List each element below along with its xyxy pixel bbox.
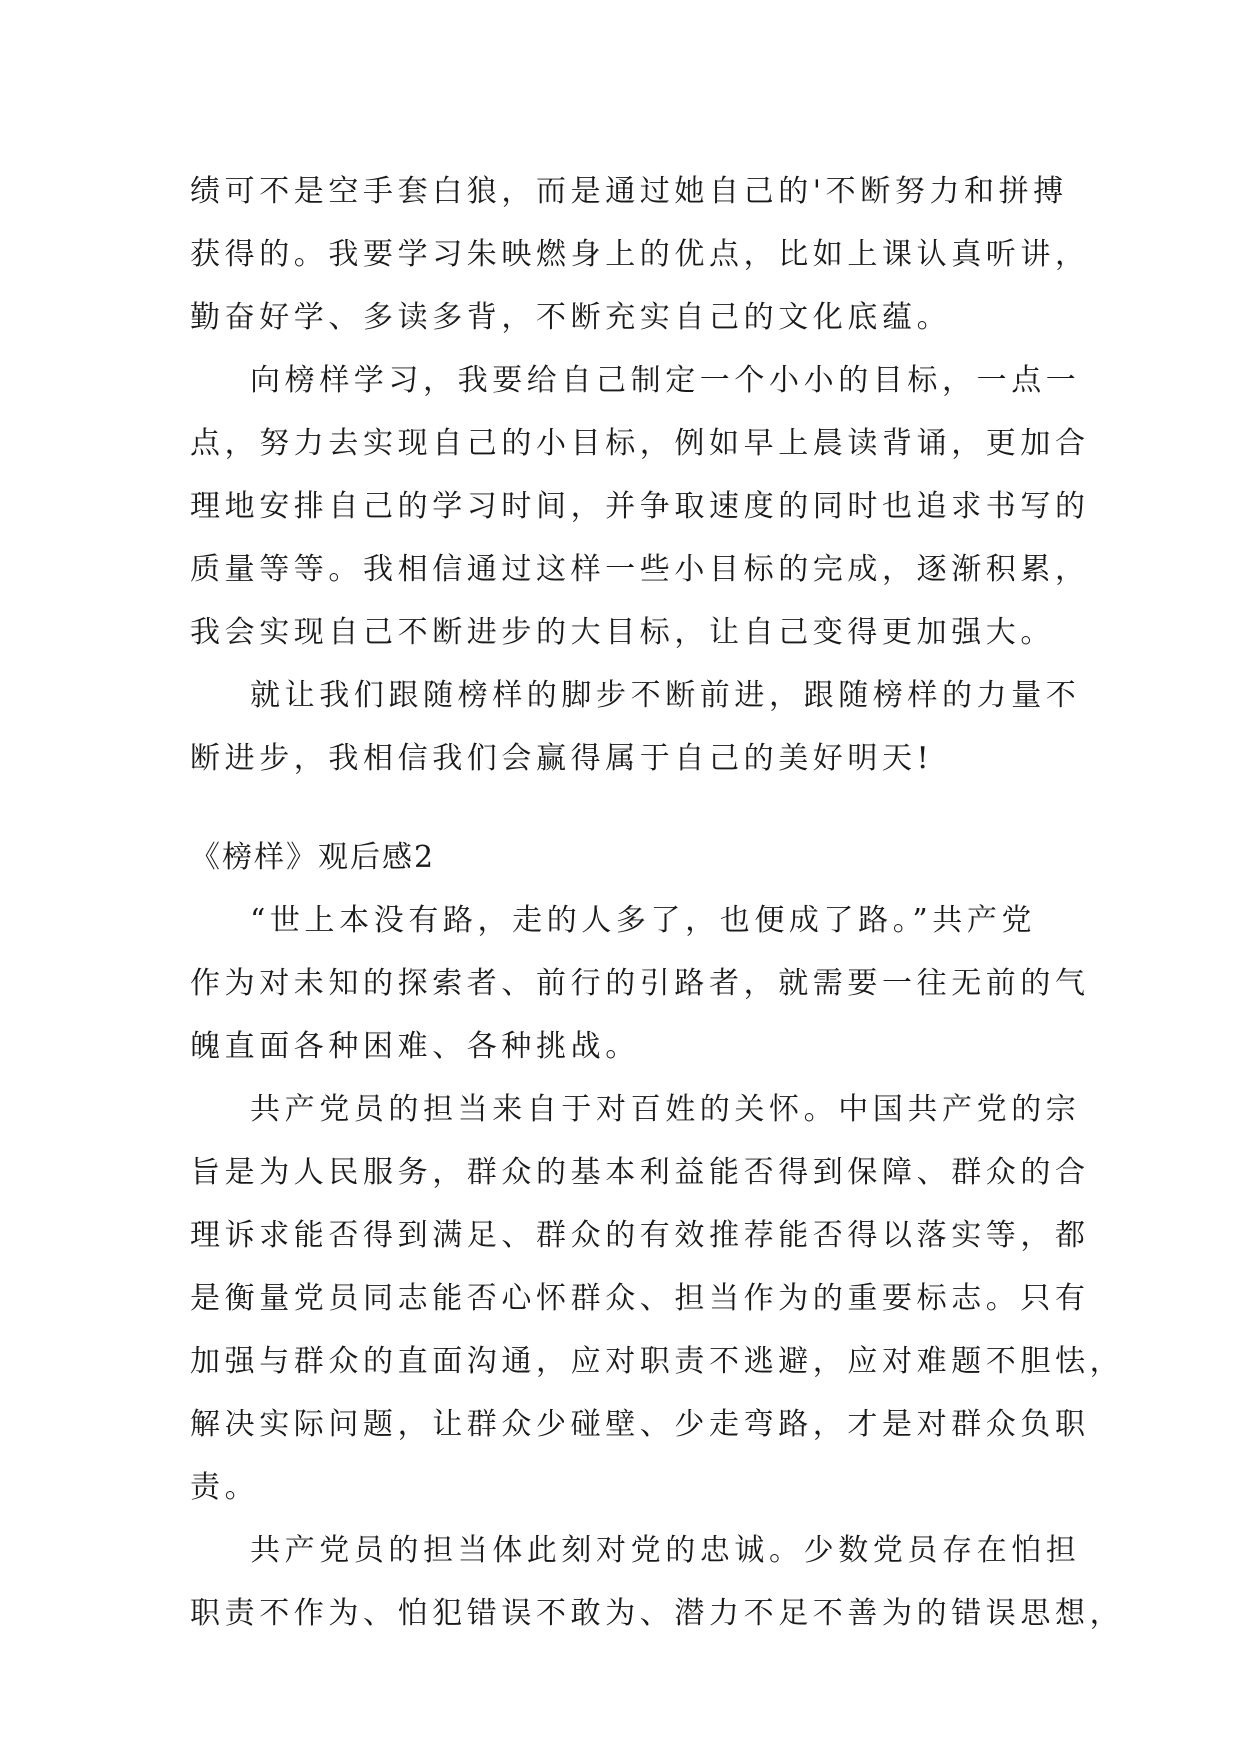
document-page (190, 160, 1125, 1645)
text-line: 绩可不是空手套白狼，而是通过她自己的'不断努力和拼搏 (190, 174, 1068, 209)
paragraph-follow-example (190, 664, 1081, 790)
text-line: 作为对未知的探索者、前行的引路者，就需要一往无前的气 (190, 966, 1090, 1001)
paragraph-text (190, 349, 1090, 664)
paragraph-quote (190, 889, 1090, 1078)
text-line: 职责不作为、怕犯错误不敢为、潜力不足不善为的错误思想， (190, 1596, 1125, 1631)
text-line: 向榜样学习，我要给自己制定一个小小的目标，一点一 (250, 363, 1081, 398)
text-line: 责。 (190, 1470, 260, 1505)
paragraph-text (190, 664, 1081, 790)
text-line: 点，努力去实现自己的小目标，例如早上晨读背诵，更加合 (190, 426, 1090, 461)
paragraph-text (190, 160, 1090, 349)
paragraph-text (190, 889, 1090, 1078)
paragraph-text (190, 1078, 1125, 1519)
text-line: 就让我们跟随榜样的脚步不断前进，跟随榜样的力量不 (250, 678, 1081, 713)
text-line: 理地安排自己的学习时间，并争取速度的同时也追求书写的 (190, 489, 1090, 524)
paragraph-care (190, 1078, 1125, 1519)
text-line: 共产党员的担当体此刻对党的忠诚。少数党员存在怕担 (250, 1533, 1081, 1568)
text-line: 旨是为人民服务，群众的基本利益能否得到保障、群众的合 (190, 1155, 1090, 1190)
paragraph-continued (190, 160, 1090, 349)
text-line: 我会实现自己不断进步的大目标，让自己变得更加强大。 (190, 615, 1055, 650)
text-line: 获得的。我要学习朱映燃身上的优点，比如上课认真听讲， (190, 237, 1090, 272)
text-line: 魄直面各种困难、各种挑战。 (190, 1029, 640, 1064)
paragraph-loyalty (190, 1519, 1125, 1645)
text-line: 是衡量党员同志能否心怀群众、担当作为的重要标志。只有 (190, 1281, 1090, 1316)
text-line: 理诉求能否得到满足、群众的有效推荐能否得以落实等，都 (190, 1218, 1090, 1253)
text-line: 解决实际问题，让群众少碰壁、少走弯路，才是对群众负职 (190, 1407, 1090, 1442)
paragraph-goals (190, 349, 1090, 664)
text-line: 共产党员的担当来自于对百姓的关怀。中国共产党的宗 (250, 1092, 1081, 1127)
text-line: 加强与群众的直面沟通，应对职责不逃避，应对难题不胆怯， (190, 1344, 1125, 1379)
section-heading: 《榜样》观后感2 (190, 840, 436, 875)
text-line: 质量等等。我相信通过这样一些小目标的完成，逐渐积累， (190, 552, 1090, 587)
text-line: 断进步，我相信我们会赢得属于自己的美好明天! (190, 741, 934, 776)
text-line: 勤奋好学、多读多背，不断充实自己的文化底蕴。 (190, 300, 952, 335)
paragraph-text (190, 1519, 1125, 1645)
text-line: “世上本没有路，走的人多了，也便成了路。”共产党 (250, 903, 1037, 938)
